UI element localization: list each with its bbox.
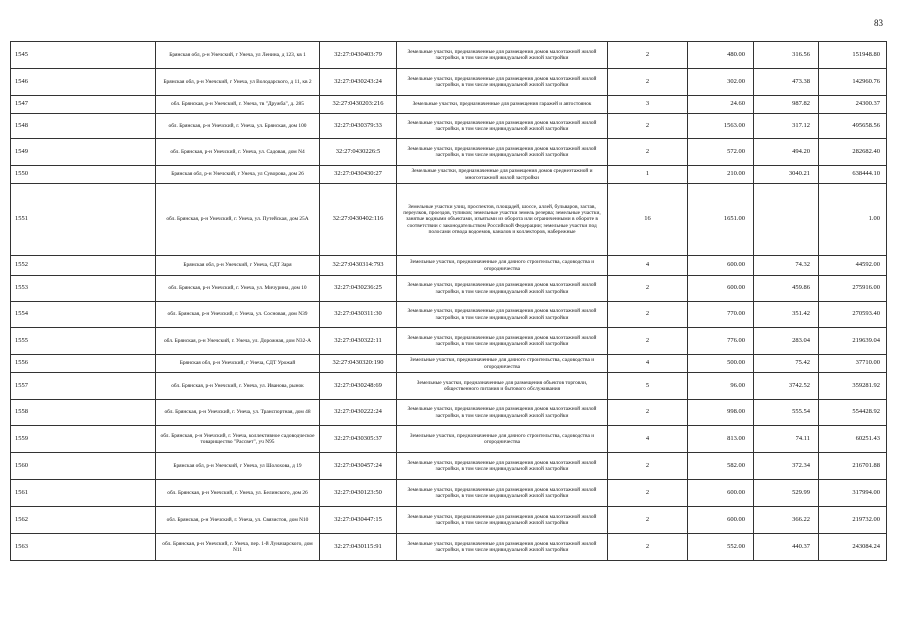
cadastral-value-cell: 275916.00 xyxy=(819,276,887,302)
group-cell: 4 xyxy=(608,256,688,276)
address-cell: обл. Брянская, р-н Унечский, г. Унеча, ул. Транспортная, дом 48 xyxy=(156,400,320,426)
table-row xyxy=(11,184,887,256)
cadastral-number-cell: 32:27:0430403:79 xyxy=(320,42,397,69)
row-number: 1559 xyxy=(11,426,156,453)
cadastral-value-cell: 219732.00 xyxy=(819,507,887,534)
land-use-cell: Земельные участки, предназначенные для размещения объектов торговли, общественного питания и бытового обслуживания xyxy=(397,373,608,400)
table-row xyxy=(11,400,887,426)
specific-value-cell: 351.42 xyxy=(754,302,819,328)
row-number: 1556 xyxy=(11,355,156,373)
row-number: 1563 xyxy=(11,534,156,561)
area-cell: 500.00 xyxy=(688,355,754,373)
row-number: 1550 xyxy=(11,166,156,184)
specific-value-cell: 529.99 xyxy=(754,480,819,507)
row-number: 1552 xyxy=(11,256,156,276)
cadastral-value-cell: 282682.40 xyxy=(819,139,887,166)
area-cell: 813.00 xyxy=(688,426,754,453)
specific-value-cell: 316.56 xyxy=(754,42,819,69)
address-cell: Брянская обл, р-н Унечский, г Унеча, ул Суворова, дом 26 xyxy=(156,166,320,184)
table-row xyxy=(11,355,887,373)
cadastral-number-cell: 32:27:0430447:15 xyxy=(320,507,397,534)
cadastral-number-cell: 32:27:0430430:27 xyxy=(320,166,397,184)
cadastral-register-table xyxy=(10,41,887,561)
specific-value-cell xyxy=(754,184,819,256)
cadastral-value-cell: 219639.04 xyxy=(819,328,887,355)
land-use-cell: Земельные участки, предназначенные для размещения домов малоэтажной жилой застройки, в том числе индивидуальной жилой застройки xyxy=(397,480,608,507)
row-number: 1560 xyxy=(11,453,156,480)
area-cell: 776.00 xyxy=(688,328,754,355)
group-cell: 2 xyxy=(608,507,688,534)
area-cell: 998.00 xyxy=(688,400,754,426)
row-number: 1554 xyxy=(11,302,156,328)
area-cell: 600.00 xyxy=(688,507,754,534)
row-number: 1546 xyxy=(11,69,156,96)
land-use-cell: Земельные участки, предназначенные для размещения домов малоэтажной жилой застройки, в том числе индивидуальной жилой застройки xyxy=(397,507,608,534)
cadastral-number-cell: 32:27:0430115:91 xyxy=(320,534,397,561)
row-number: 1557 xyxy=(11,373,156,400)
table-row xyxy=(11,69,887,96)
area-cell: 96.00 xyxy=(688,373,754,400)
land-use-cell: Земельные участки, предназначенные для размещения домов малоэтажной жилой застройки, в том числе индивидуальной жилой застройки xyxy=(397,302,608,328)
specific-value-cell: 74.32 xyxy=(754,256,819,276)
area-cell: 572.00 xyxy=(688,139,754,166)
cadastral-value-cell: 37710.00 xyxy=(819,355,887,373)
table-row xyxy=(11,453,887,480)
cadastral-number-cell: 32:27:0430305:37 xyxy=(320,426,397,453)
cadastral-value-cell: 554428.92 xyxy=(819,400,887,426)
cadastral-number-cell: 32:27:0430203:216 xyxy=(320,96,397,114)
group-cell: 2 xyxy=(608,302,688,328)
group-cell: 2 xyxy=(608,328,688,355)
cadastral-value-cell: 243084.24 xyxy=(819,534,887,561)
cadastral-value-cell: 359281.92 xyxy=(819,373,887,400)
land-use-cell: Земельные участки, предназначенные для размещения домов малоэтажной жилой застройки, в том числе индивидуальной жилой застройки xyxy=(397,114,608,139)
group-cell: 1 xyxy=(608,166,688,184)
land-use-cell: Земельные участки, предназначенные для размещения домов малоэтажной жилой застройки, в том числе индивидуальной жилой застройки xyxy=(397,534,608,561)
specific-value-cell: 317.12 xyxy=(754,114,819,139)
area-cell: 600.00 xyxy=(688,256,754,276)
specific-value-cell: 473.38 xyxy=(754,69,819,96)
cadastral-number-cell: 32:27:0430320:190 xyxy=(320,355,397,373)
group-cell: 2 xyxy=(608,400,688,426)
row-number: 1561 xyxy=(11,480,156,507)
cadastral-number-cell: 32:27:0430322:11 xyxy=(320,328,397,355)
table-row xyxy=(11,42,887,69)
page-number: 83 xyxy=(874,18,883,28)
group-cell: 2 xyxy=(608,534,688,561)
cadastral-value-cell: 638444.10 xyxy=(819,166,887,184)
cadastral-number-cell: 32:27:0430243:24 xyxy=(320,69,397,96)
table-row xyxy=(11,328,887,355)
cadastral-value-cell: 495658.56 xyxy=(819,114,887,139)
land-use-cell: Земельные участки, предназначенные для размещения домов среднеэтажной и многоэтажной жилой застройки xyxy=(397,166,608,184)
cadastral-value-cell: 60251.43 xyxy=(819,426,887,453)
group-cell: 2 xyxy=(608,276,688,302)
specific-value-cell: 283.04 xyxy=(754,328,819,355)
address-cell: обл. Брянская, р-н Унечский, г. Унеча, ул. Садовая, дом N4 xyxy=(156,139,320,166)
table-row xyxy=(11,507,887,534)
cadastral-number-cell: 32:27:0430226:5 xyxy=(320,139,397,166)
area-cell: 552.00 xyxy=(688,534,754,561)
specific-value-cell: 74.11 xyxy=(754,426,819,453)
table-row xyxy=(11,373,887,400)
land-use-cell: Земельные участки, предназначенные для размещения домов малоэтажной жилой застройки, в том числе индивидуальной жилой застройки xyxy=(397,328,608,355)
address-cell: обл. Брянская, р-н Унечский, г. Унеча, ул. Иванова, рынок xyxy=(156,373,320,400)
land-use-cell: Земельные участки, предназначенные для размещения домов малоэтажной жилой застройки, в том числе индивидуальной жилой застройки xyxy=(397,42,608,69)
row-number: 1562 xyxy=(11,507,156,534)
table-row xyxy=(11,426,887,453)
land-use-cell: Земельные участки, предназначенные для дачного строительства, садоводства и огородничества xyxy=(397,355,608,373)
land-use-cell: Земельные участки, предназначенные для размещения гаражей и автостоянок xyxy=(397,96,608,114)
group-cell: 2 xyxy=(608,453,688,480)
cadastral-value-cell: 24300.37 xyxy=(819,96,887,114)
group-cell: 4 xyxy=(608,355,688,373)
row-number: 1547 xyxy=(11,96,156,114)
cadastral-value-cell: 44592.00 xyxy=(819,256,887,276)
address-cell: обл. Брянская, р-н Унечский, г. Унеча, ул. Дорожная, дом N32-А xyxy=(156,328,320,355)
group-cell: 2 xyxy=(608,114,688,139)
cadastral-number-cell: 32:27:0430402:116 xyxy=(320,184,397,256)
land-use-cell: Земельные участки, предназначенные для дачного строительства, садоводства и огородничества xyxy=(397,256,608,276)
address-cell: обл. Брянская, р-н Унечский, г. Унеча, ул. Белинского, дом 26 xyxy=(156,480,320,507)
land-use-cell: Земельные участки, предназначенные для размещения домов малоэтажной жилой застройки, в том числе индивидуальной жилой застройки xyxy=(397,69,608,96)
row-number: 1548 xyxy=(11,114,156,139)
cadastral-number-cell: 32:27:0430379:33 xyxy=(320,114,397,139)
specific-value-cell: 372.34 xyxy=(754,453,819,480)
cadastral-value-cell: 1.00 xyxy=(819,184,887,256)
table-row xyxy=(11,534,887,561)
address-cell: обл. Брянская, р-н Унечский, г. Унеча, ул. Мичурина, дом 10 xyxy=(156,276,320,302)
address-cell: обл. Брянская, р-н Унечский, г. Унеча, коллективное садоводческое товарищество "Рассвет", уч N95 xyxy=(156,426,320,453)
row-number: 1549 xyxy=(11,139,156,166)
specific-value-cell: 459.86 xyxy=(754,276,819,302)
specific-value-cell: 3742.52 xyxy=(754,373,819,400)
land-use-cell: Земельные участки, предназначенные для размещения домов малоэтажной жилой застройки, в том числе индивидуальной жилой застройки xyxy=(397,276,608,302)
address-cell: обл. Брянская, р-н Унечский, г. Унеча, тв "Дружба", д. 285 xyxy=(156,96,320,114)
land-use-cell: Земельные участки, предназначенные для размещения домов малоэтажной жилой застройки, в том числе индивидуальной жилой застройки xyxy=(397,453,608,480)
cadastral-number-cell: 32:27:0430311:30 xyxy=(320,302,397,328)
land-use-cell: Земельные участки, предназначенные для размещения домов малоэтажной жилой застройки, в том числе индивидуальной жилой застройки xyxy=(397,139,608,166)
table-row xyxy=(11,96,887,114)
area-cell: 1651.00 xyxy=(688,184,754,256)
specific-value-cell: 440.37 xyxy=(754,534,819,561)
address-cell: Брянская обл, р-н Унечский, г Унеча, ул Володарского, д 11, кв 2 xyxy=(156,69,320,96)
row-number: 1555 xyxy=(11,328,156,355)
area-cell: 1563.00 xyxy=(688,114,754,139)
cadastral-value-cell: 216701.88 xyxy=(819,453,887,480)
cadastral-number-cell: 32:27:0430222:24 xyxy=(320,400,397,426)
table-row xyxy=(11,480,887,507)
table-row xyxy=(11,114,887,139)
row-number: 1553 xyxy=(11,276,156,302)
area-cell: 302.00 xyxy=(688,69,754,96)
area-cell: 24.60 xyxy=(688,96,754,114)
group-cell: 2 xyxy=(608,139,688,166)
table-row xyxy=(11,166,887,184)
group-cell: 4 xyxy=(608,426,688,453)
specific-value-cell: 3040.21 xyxy=(754,166,819,184)
cadastral-value-cell: 317994.00 xyxy=(819,480,887,507)
group-cell: 2 xyxy=(608,42,688,69)
group-cell: 2 xyxy=(608,69,688,96)
area-cell: 600.00 xyxy=(688,480,754,507)
cadastral-number-cell: 32:27:0430248:69 xyxy=(320,373,397,400)
address-cell: Брянская обл, р-н Унечский, г Унеча, СДТ Урожай xyxy=(156,355,320,373)
area-cell: 770.00 xyxy=(688,302,754,328)
table-row xyxy=(11,256,887,276)
cadastral-number-cell: 32:27:0430236:25 xyxy=(320,276,397,302)
specific-value-cell: 555.54 xyxy=(754,400,819,426)
cadastral-number-cell: 32:27:0430123:50 xyxy=(320,480,397,507)
address-cell: Брянская обл, р-н Унечский, г Унеча, ул Шолохова, д 19 xyxy=(156,453,320,480)
address-cell: обл. Брянская, р-н Унечский, г. Унеча, пер. 1-й Луначарского, дом N11 xyxy=(156,534,320,561)
area-cell: 210.00 xyxy=(688,166,754,184)
table-row xyxy=(11,302,887,328)
area-cell: 600.00 xyxy=(688,276,754,302)
cadastral-value-cell: 270593.40 xyxy=(819,302,887,328)
specific-value-cell: 366.22 xyxy=(754,507,819,534)
land-use-cell: Земельные участки, предназначенные для дачного строительства, садоводства и огородничества xyxy=(397,426,608,453)
land-use-cell: Земельные участки улиц, проспектов, площадей, шоссе, аллей, бульваров, застав, переулков, проездов, тупиков; земельные участки земель резерва; земельные участки, занятые водными объектами, изъятыми из оборота или ограниченными в обороте в соответствии с законодательством Российской Федерации; земельные участки под полосами отвода водоемов, каналов и коллекторов, набережные xyxy=(397,184,608,256)
address-cell: Брянская обл, р-н Унечский, г Унеча, СДТ Заря xyxy=(156,256,320,276)
address-cell: обл. Брянская, р-н Унечский, г. Унеча, ул. Брянская, дом 100 xyxy=(156,114,320,139)
group-cell: 3 xyxy=(608,96,688,114)
area-cell: 582.00 xyxy=(688,453,754,480)
cadastral-number-cell: 32:27:0430314:793 xyxy=(320,256,397,276)
land-use-cell: Земельные участки, предназначенные для размещения домов малоэтажной жилой застройки, в том числе индивидуальной жилой застройки xyxy=(397,400,608,426)
specific-value-cell: 75.42 xyxy=(754,355,819,373)
address-cell: Брянская обл, р-н Унечский, г Унеча, ул Ленина, д 123, кв 1 xyxy=(156,42,320,69)
specific-value-cell: 987.82 xyxy=(754,96,819,114)
address-cell: обл. Брянская, р-н Унечский, г. Унеча, ул. Путейская, дом 25А xyxy=(156,184,320,256)
address-cell: обл. Брянская, р-н Унечский, г. Унеча, ул. Связистов, дом N10 xyxy=(156,507,320,534)
table-row xyxy=(11,139,887,166)
group-cell: 2 xyxy=(608,480,688,507)
address-cell: обл. Брянская, р-н Унечский, г. Унеча, ул. Сосновая, дом N39 xyxy=(156,302,320,328)
group-cell: 16 xyxy=(608,184,688,256)
cadastral-value-cell: 142960.76 xyxy=(819,69,887,96)
table-row xyxy=(11,276,887,302)
group-cell: 5 xyxy=(608,373,688,400)
row-number: 1545 xyxy=(11,42,156,69)
specific-value-cell: 494.20 xyxy=(754,139,819,166)
row-number: 1558 xyxy=(11,400,156,426)
row-number: 1551 xyxy=(11,184,156,256)
area-cell: 480.00 xyxy=(688,42,754,69)
cadastral-number-cell: 32:27:0430457:24 xyxy=(320,453,397,480)
cadastral-value-cell: 151948.80 xyxy=(819,42,887,69)
